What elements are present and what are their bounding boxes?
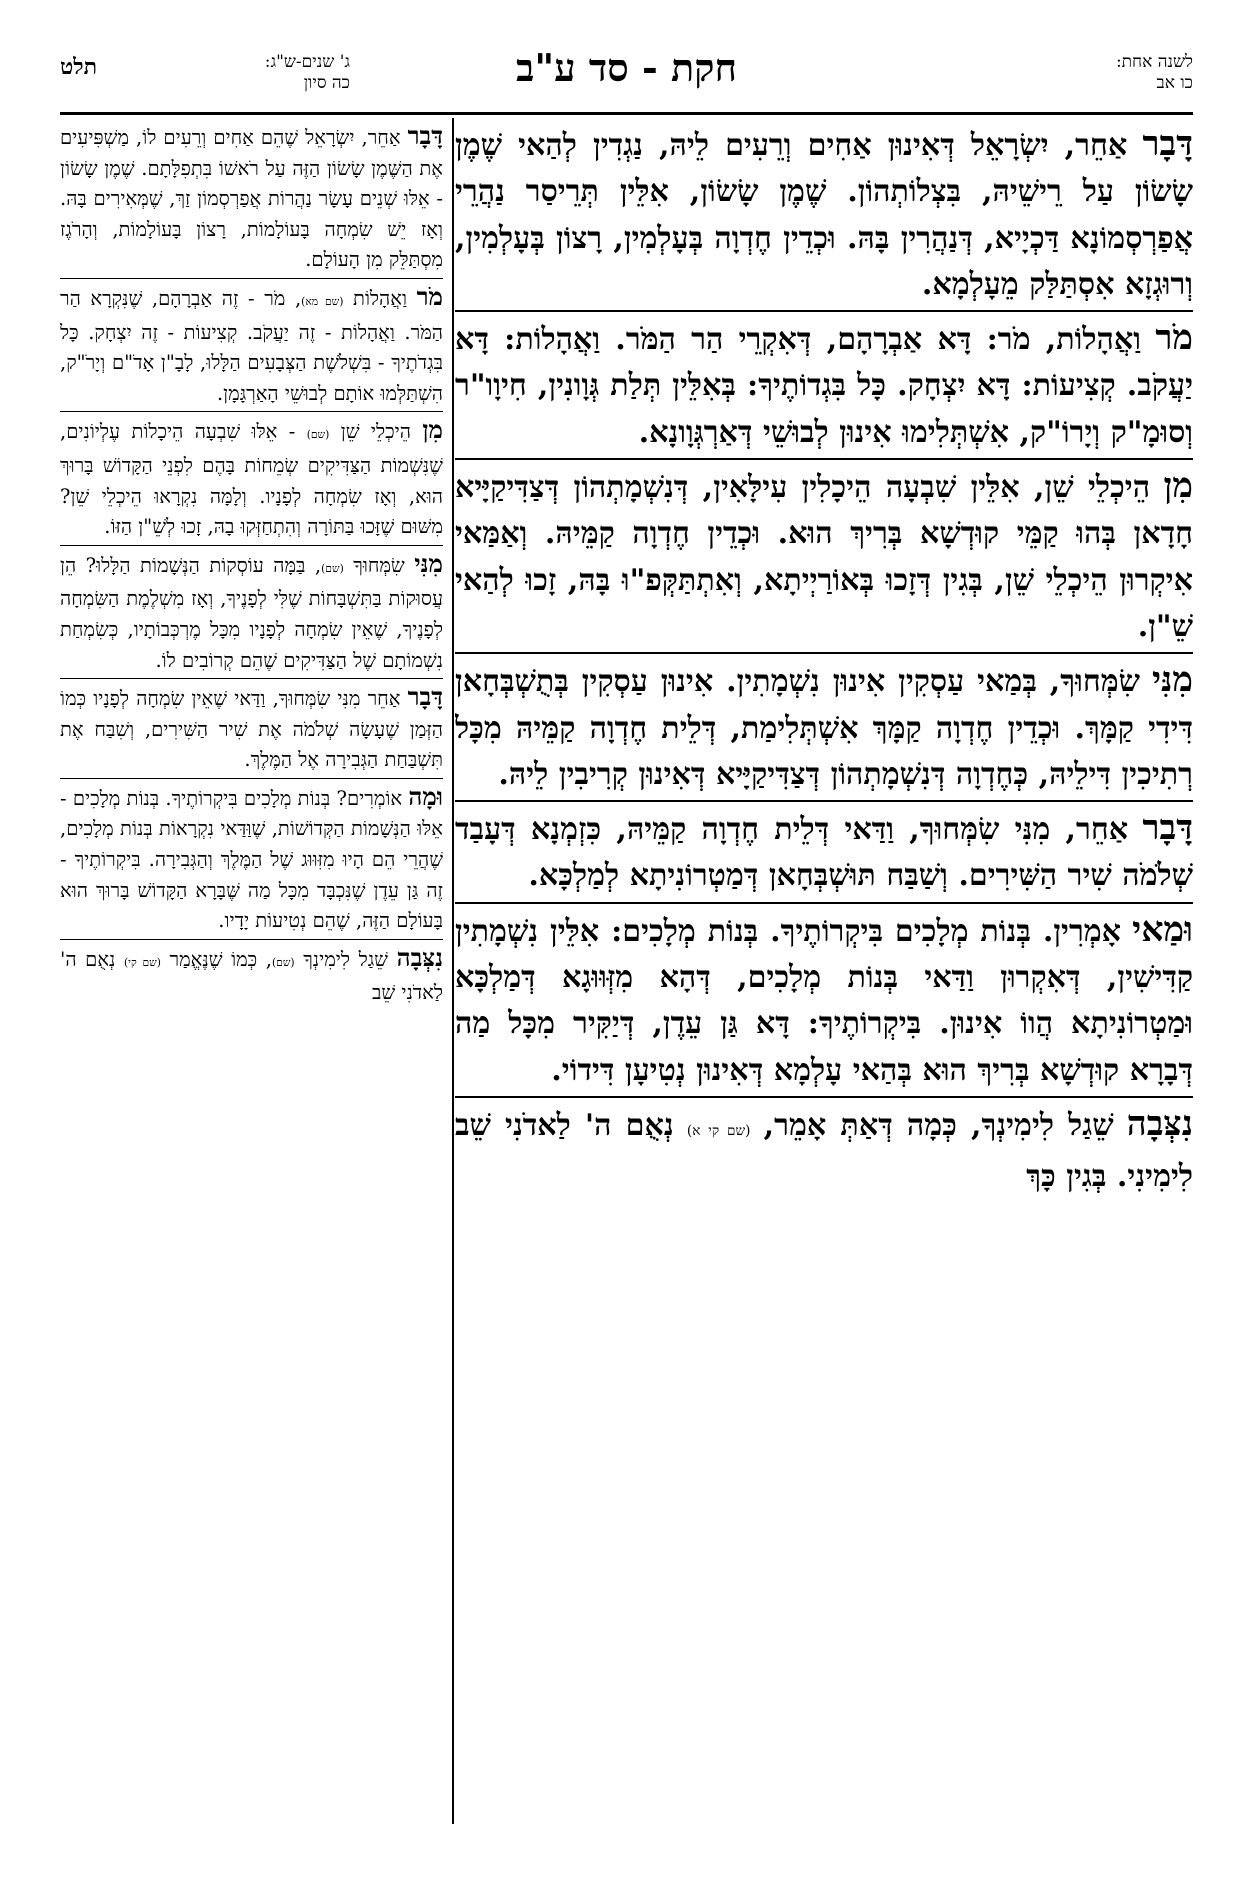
paragraph-text: וַאֲהָלוֹת, מֹר: דָּא אַבְרָהָם, דְּאִקְרֵי הַר הַמֹּר. וַאֲהָלוֹת: דָּא יַעֲקֹב. קְצִיעוֹת: דָּא יִצְחָק. כָּל בִּגְדוֹתֶיךָ: בְּאִלֵּין תְּלַת גְּוָונִין, חִיוָו"ר וְסוּמָ"ק וְיָרוֹ"ק, אִשְׁתְּלִימוּ אִינוּן לְבוּשֵׁי דְּאַרְגְּוָונָא. (455, 322, 1193, 450)
paragraph-text-end: נְאֻם ה' לַאדֹנִי שֵׁב (60, 947, 443, 1005)
paragraph-lead-word: מִנִּי (1152, 659, 1193, 701)
paragraph-lead-word: מִנִּי (414, 548, 443, 578)
paragraph-text: שֵׁגַל לִימִינְךָ, כְּמָה דְּאַתְּ אָמֵר, (763, 1107, 1114, 1143)
main-paragraph-7 (455, 1098, 1193, 1203)
page-title: חקת - סד ע"ב (516, 45, 737, 90)
paragraph-lead-word: מִן (422, 415, 443, 445)
paragraph-text-continued: - אֵלּוּ שִׁבְעָה הֵיכָלוֹת עֶלְיוֹנִים, שֶׁנִּשְׁמוֹת הַצַּדִּיקִים שְׂמֵחוֹת בָּהֶם לִפְנֵי הַקָּדוֹשׁ בָּרוּךְ הוּא, וְאָז שִׂמְחָה לְפָנָיו. וְלָמָּה נִקְרָאוּ הֵיכְלֵי שֵׁן? מִשּׁוּם שֶׁזָּכוּ בַּתּוֹרָה וְהִתְחַזְּקוּ בָהּ, זָכוּ לְשֵׁ"ן הַזּוֹ. (60, 420, 443, 539)
page-number: תלט (60, 54, 97, 80)
paragraph-text: אַחֵר, מִנִּי שִׂמְּחוּךָ, וַדַּאי דְּלֵית חֶדְוָה קַמֵּיהּ, כִּזְמְנָא דְּעָבַד שְׁלֹמֹה שִׁיר הַשִּׁירִים. וְשַׁבַּח תּוּשְׁבְּחָאן דְּמַטְרוֹנִיתָא לְמַלְכָּא. (455, 812, 1193, 894)
verse-citation: (שם) (321, 561, 344, 575)
schedule-three-years-date: כה סיון (303, 73, 350, 93)
schedule-one-year-date: כו אב (1156, 73, 1193, 93)
main-paragraph-6 (455, 904, 1193, 1098)
schedule-one-year-label: לשנה אחת: (1115, 52, 1193, 72)
paragraph-text-continued: , מֹר - זֶה אַבְרָהָם, שֶׁנִּקְרָא הַר הַמֹּר. וַאֲהָלוֹת - זֶה יַעֲקֹב. קְצִיעוֹת - זֶה יִצְחָק. כָּל בִּגְדֹתֶיךָ - בִּשְׁלֹשֶׁת הַצְּבָעִים הַלָּלוּ, לָבָ"ן אָדֹ"ם וְיָרֹ"ק, הִשְׁתַּלְּמוּ אוֹתָם לְבוּשֵׁי הָאַרְגָּמָן. (60, 286, 443, 405)
main-paragraph-4 (455, 654, 1193, 802)
paragraph-text: שִׂמְּחוּךָ, בְּמַאי עַסְקִין אִינוּן נִשְׁמָתִין. אִינוּן עַסְקִין בְּתֻשְׁבְּחָאן דִּידִי קַמָּךְ. וּכְדֵין חֶדְוָה קַמָּךְ אִשְׁתְּלִימַת, דְּלֵית חֶדְוָה קַמֵּיהּ מִכָּל רְתִיכִין דִּילֵיהּ, כְּחֶדְוָה דְּנִשְׁמָתְהוֹן דְּצַדִּיקַיָּיא דְּאִינוּן קְרִיבִין לֵיהּ. (455, 664, 1193, 792)
main-paragraph-2 (455, 312, 1193, 460)
side-paragraph-6 (60, 779, 443, 940)
side-paragraph-5 (60, 679, 443, 779)
main-paragraph-1 (455, 118, 1193, 312)
side-paragraph-3 (60, 412, 443, 545)
paragraph-text: שֵׁגַל לִימִינְךָ (303, 947, 388, 971)
paragraph-text-continued: נְאֻם ה' לַאדֹנִי שֵׁב לִימִינִי. בְּגִין כָּךְ (455, 1107, 1193, 1195)
paragraph-text-continued: , בַּמָּה עוֹסְקוֹת הַנְּשָׁמוֹת הַלָּלוּ? הֵן עֲסוּקוֹת בַּתִּשְׁבָּחוֹת שֶׁלִּי לְפָנֶיךָ, וְאָז מִשְׁלֶמֶת הַשִּׂמְחָה לְפָנֶיךָ, שֶׁאֵין שִׂמְחָה לְפָנָיו מִכָּל מֶרְכְּבוֹתָיו, כְּשִׂמְחַת נִשְׁמוֹתָם שֶׁל הַצַּדִּיקִים שֶׁהֵם קְרוֹבִים לוֹ. (60, 553, 443, 672)
paragraph-text: אַחֵר מִנִּי שִׂמְּחוּךָ, וַדַּאי שֶׁאֵין שִׂמְחָה לְפָנָיו כְּמוֹ הַזְּמַן שֶׁעָשָׂה שְׁלֹמֹה אֶת שִׁיר הַשִּׁירִים, וְשִׁבַּח אֶת תִּשְׁבַּחַת הַגְּבִירָה אֶל הַמֶּלֶךְ. (60, 687, 443, 772)
paragraph-lead-word: נִצְּבָה (396, 942, 443, 972)
paragraph-lead-word: מֹר (416, 281, 443, 311)
paragraph-lead-word: דָּבָר (1142, 807, 1193, 849)
main-column (455, 118, 1193, 1824)
paragraph-lead-word: מֹר (1155, 317, 1193, 359)
side-paragraph-1 (60, 118, 443, 279)
paragraph-lead-word: דָּבָר (1142, 123, 1193, 164)
main-paragraph-3 (455, 460, 1193, 654)
verse-citation: (שם קי א) (686, 1122, 751, 1139)
column-divider (452, 118, 454, 1824)
paragraph-lead-word: דָּבָר (407, 682, 443, 712)
side-paragraph-2 (60, 279, 443, 412)
paragraph-lead-word: דָּבָר (407, 121, 443, 150)
paragraph-text: אוֹמְרִים? בְּנוֹת מְלָכִים בִּיקְרוֹתֶיךָ. בְּנוֹת מְלָכִים - אֵלּוּ הַנְּשָׁמוֹת הַקְּדוֹשׁוֹת, שֶׁוַּדַּאי נִקְרָאוֹת בְּנוֹת מְלָכִים, שֶׁהֲרֵי הֵם הָיוּ מִזִּוּוּג שֶׁל הַמֶּלֶךְ וְהַגְּבִירָה. בִּיקְרוֹתֶיךָ - זֶה גַּן עֵדֶן שֶׁנִּכְבָּד מִכָּל מַה שֶּׁבָּרָא הַקָּדוֹשׁ בָּרוּךְ הוּא בָּעוֹלָם הַזֶּה, שֶׁהֵם נְטִיעוֹת יָדָיו. (60, 786, 443, 933)
paragraph-lead-word: וּמָה (408, 781, 443, 811)
verse-citation-2: (שם קי) (123, 955, 161, 969)
paragraph-text: אַחֵר, יִשְׂרָאֵל דְּאִינוּן אַחִים וְרֵעִים לֵיהּ, נַגְדִין לְהַאי שֶׁמֶן שָׂשׂוֹן עַל רֵישֵׁיהּ, בִּצְלוֹתְהוֹן. שֶׁמֶן שָׂשׂוֹן, אִלֵּין תְּרֵיסַר נַהֲרֵי אֲפַרְסְמוֹנָא דַּכְיָיא, דְּנַהֲרִין בָּהּ. וּכְדֵין חֶדְוָה בְּעָלְמִין, רָצוֹן בְּעָלְמִין, וְרוּגְזָא אִסְתַּלַּק מֵעָלְמָא. (455, 128, 1193, 302)
side-paragraph-7 (60, 940, 443, 1011)
main-paragraph-5 (455, 802, 1193, 904)
header-rule (60, 112, 1193, 115)
verse-citation: (שם) (271, 955, 295, 969)
schedule-three-years-label: ג' שנים-ש"ג: (264, 52, 350, 72)
paragraph-lead-word: וּמַאי (1132, 908, 1193, 950)
verse-citation: (שם מא) (301, 294, 344, 308)
paragraph-text: הֵיכְלֵי שֵׁן, אִלֵּין שִׁבְעָה הֵיכָלִין עִילָּאִין, דְּנִשְׁמָתְהוֹן דְּצַדִּיקַיָּיא חָדָאן בְּהוּ קַמֵּי קוּדְשָׁא בְּרִיךְ הוּא. וּכְדֵין חֶדְוָה קַמֵּיהּ. וְאַמַּאי אִיקְרוּן הֵיכְלֵי שֵׁן, בְּגִין דְּזָכוּ בְּאוֹרַיְיתָא, וְאִתְתַּקְּפ"וּ בָּהּ, זָכוּ לְהַאי שֵׁ"ן. (455, 470, 1193, 644)
paragraph-text: הֵיכְלֵי שֵׁן (340, 420, 411, 444)
translation-column (60, 118, 443, 1824)
paragraph-lead-word: נִצְּבָה (1126, 1102, 1193, 1144)
paragraph-text: וַאֲהָלוֹת (353, 286, 407, 310)
paragraph-lead-word: מִן (1163, 465, 1193, 507)
verse-citation: (שם) (306, 428, 330, 442)
side-paragraph-4 (60, 546, 443, 679)
paragraph-text: שִׂמְּחוּךָ (353, 553, 405, 577)
paragraph-text: אָמְרִין. בְּנוֹת מְלָכִים בִּיקְרוֹתֶיךָ. בְּנוֹת מְלָכִים: אִלֵּין נִשְׁמָתִין קַדִּישִׁין, דְּאִקְרוּן וַדַּאי בְּנוֹת מְלָכִים, דְּהָא מִזְּוּוּגָא דְּמַלְכָּא וּמַטְרוֹנִיתָא הֲווֹ אִינוּן. בִּיקְרוֹתֶיךָ: דָּא גַּן עֵדֶן, דְּיַקִּיר מִכָּל מַה דְּבָרָא קוּדְשָׁא בְּרִיךְ הוּא בְּהַאי עָלְמָא דְּאִינוּן נְטִיעָן דִּידוֹי. (455, 913, 1193, 1088)
paragraph-text-continued: , כְּמוֹ שֶׁנֶּאֱמַר (169, 947, 272, 971)
paragraph-text: אַחֵר, יִשְׂרָאֵל שֶׁהֵם אַחִים וְרֵעִים לוֹ, מַשְׁפִּיעִים אֶת הַשֶּׁמֶן שָׂשׂוֹן הַזֶּה עַל רֹאשׁוֹ בִּתְפִלָּתָם. שֶׁמֶן שָׂשׂוֹן - אֵלּוּ שְׁנֵים עָשָׂר נַהֲרוֹת אֲפַרְסְמוֹן זַךְ, שֶׁמְּאִירִים בָּהּ. וְאָז יֵשׁ שִׂמְחָה בָּעוֹלָמוֹת, רָצוֹן בָּעוֹלָמוֹת, וְהָרֹגֶז מִסְתַּלֵּק מִן הָעוֹלָם. (60, 126, 443, 272)
